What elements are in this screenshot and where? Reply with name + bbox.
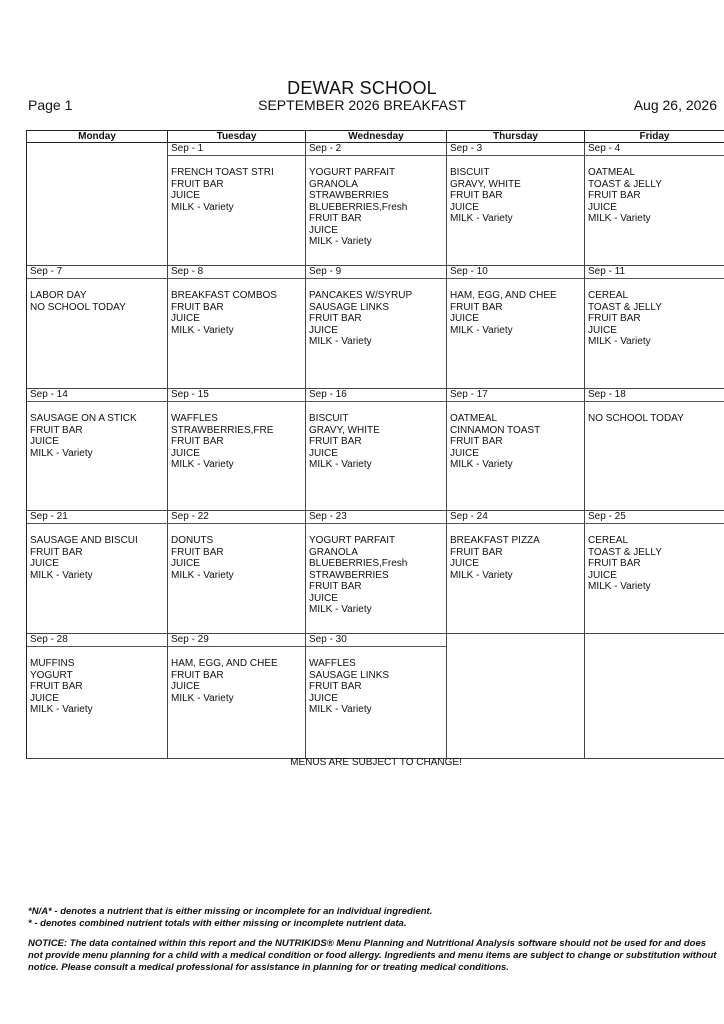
- menu-item: FRUIT BAR: [171, 178, 224, 190]
- menu-item: JUICE: [450, 558, 479, 569]
- day-cell: [168, 389, 306, 511]
- menu-item: JUICE: [30, 558, 59, 569]
- menu-items: [168, 279, 305, 336]
- menu-item: FRUIT BAR: [30, 546, 83, 558]
- menu-item: MILK - Variety: [30, 569, 93, 581]
- menu-item: TOAST & JELLY: [588, 178, 662, 190]
- menu-item: MILK - Variety: [450, 459, 513, 470]
- menu-items: [585, 524, 724, 593]
- menu-item: FRUIT BAR: [450, 546, 503, 558]
- menu-item: MILK - Variety: [309, 604, 372, 615]
- menu-items: [168, 524, 305, 581]
- menu-item: JUICE: [309, 592, 338, 604]
- day-cell: [447, 266, 585, 389]
- menu-item: NO SCHOOL TODAY: [30, 301, 126, 313]
- menu-items: [27, 143, 167, 154]
- day-header-wednesday: Wednesday: [306, 131, 447, 143]
- menu-items: [27, 524, 167, 581]
- menu-item: CEREAL: [588, 535, 629, 546]
- menu-calendar-grid: [26, 130, 724, 759]
- menu-item: STRAWBERRIES: [309, 569, 389, 581]
- cell-date: Sep - 28: [27, 634, 167, 647]
- menu-item: FRUIT BAR: [450, 436, 503, 447]
- day-header-monday: Monday: [27, 131, 168, 143]
- menu-item: FRUIT BAR: [588, 558, 641, 569]
- menu-item: JUICE: [450, 447, 479, 459]
- menu-items: [27, 402, 167, 459]
- menu-item: SAUSAGE AND BISCUI: [30, 535, 138, 546]
- menu-items: [306, 279, 446, 348]
- day-cell: [168, 266, 306, 389]
- day-cell: [27, 143, 168, 266]
- day-cell: [168, 143, 306, 266]
- menu-item: JUICE: [588, 324, 617, 336]
- menu-item: WAFFLES: [171, 413, 218, 424]
- menu-item: FRUIT BAR: [171, 546, 224, 558]
- menu-item: JUICE: [171, 558, 200, 569]
- cell-date: Sep - 3: [447, 143, 584, 156]
- menu-title: SEPTEMBER 2026 BREAKFAST: [258, 97, 466, 113]
- menu-item: DONUTS: [171, 535, 214, 546]
- menu-item: PANCAKES W/SYRUP: [309, 290, 413, 301]
- menu-item: FRENCH TOAST STRI: [171, 167, 274, 178]
- menu-item: FRUIT BAR: [309, 581, 362, 592]
- day-cell: [585, 266, 724, 389]
- menu-item: MILK - Variety: [171, 692, 234, 704]
- day-cell: [27, 389, 168, 511]
- day-cell: [447, 511, 585, 634]
- day-cell: [585, 511, 724, 634]
- menu-item: OATMEAL: [588, 167, 636, 178]
- day-cell: [306, 266, 447, 389]
- day-cell: [447, 634, 585, 759]
- menu-items: [447, 279, 584, 336]
- menu-items: [447, 402, 584, 471]
- menu-item: STRAWBERRIES: [309, 190, 389, 201]
- school-title: DEWAR SCHOOL: [287, 78, 437, 98]
- cell-date: Sep - 4: [585, 143, 724, 156]
- menu-items: [585, 156, 724, 225]
- menu-item: BISCUIT: [450, 167, 490, 178]
- menu-item: FRUIT BAR: [30, 681, 83, 692]
- cell-date: Sep - 23: [306, 511, 446, 524]
- menu-item: TOAST & JELLY: [588, 546, 662, 558]
- menu-item: FRUIT BAR: [588, 313, 641, 324]
- note-star: * - denotes combined nutrient totals with either missing or incomplete nutrient data.: [28, 918, 407, 929]
- menu-item: MILK - Variety: [30, 704, 93, 715]
- menu-item: FRUIT BAR: [309, 681, 362, 692]
- menu-item: MILK - Variety: [309, 236, 372, 247]
- menu-item: YOGURT PARFAIT: [309, 535, 396, 546]
- menu-item: YOGURT PARFAIT: [309, 167, 396, 178]
- day-cell: [168, 511, 306, 634]
- menu-items: [168, 402, 305, 471]
- legal-notice: NOTICE: The data contained within this report and the NUTRIKIDS® Menu Planning and Nutritional Analysis software should not be used for and does not provide menu planning for a child with a medical condition or food allergy. Ingredients and menu items are subject to change or substitution without notice. Please consult a medical professional for assistance in planning for or treating medical conditions.: [28, 938, 717, 973]
- menu-item: BREAKFAST PIZZA: [450, 535, 540, 546]
- day-cell: [447, 389, 585, 511]
- menu-item: MILK - Variety: [450, 213, 513, 224]
- day-cell: [168, 634, 306, 759]
- day-cell: [447, 143, 585, 266]
- day-header-thursday: Thursday: [447, 131, 585, 143]
- day-cell: [27, 266, 168, 389]
- menu-items: [306, 156, 446, 248]
- menu-item: FRUIT BAR: [171, 669, 224, 681]
- change-notice: MENUS ARE SUBJECT TO CHANGE!: [290, 757, 462, 768]
- menu-item: JUICE: [309, 692, 338, 704]
- day-cell: [306, 511, 447, 634]
- menu-items: [447, 634, 584, 645]
- menu-item: MILK - Variety: [450, 569, 513, 581]
- menu-item: MILK - Variety: [309, 704, 372, 715]
- menu-item: BREAKFAST COMBOS: [171, 290, 277, 301]
- menu-item: LABOR DAY: [30, 290, 87, 301]
- menu-item: TOAST & JELLY: [588, 301, 662, 313]
- cell-date: Sep - 14: [27, 389, 167, 402]
- page-number: Page 1: [28, 97, 73, 113]
- menu-items: [447, 524, 584, 581]
- menu-item: STRAWBERRIES,FRE: [171, 424, 274, 436]
- menu-items: [27, 279, 167, 313]
- menu-items: [585, 634, 724, 645]
- day-cell: [306, 389, 447, 511]
- note-na: *N/A* - denotes a nutrient that is either missing or incomplete for an individual ingredient.: [28, 906, 433, 917]
- cell-date: Sep - 8: [168, 266, 305, 279]
- menu-item: JUICE: [171, 681, 200, 692]
- cell-date: Sep - 24: [447, 511, 584, 524]
- menu-item: MILK - Variety: [30, 447, 93, 459]
- day-cell: [585, 143, 724, 266]
- menu-items: [168, 647, 305, 704]
- menu-item: JUICE: [309, 324, 338, 336]
- menu-item: GRANOLA: [309, 546, 358, 558]
- day-header-tuesday: Tuesday: [168, 131, 306, 143]
- menu-items: [306, 647, 446, 716]
- day-header-friday: Friday: [585, 131, 724, 143]
- day-cell: [585, 634, 724, 759]
- menu-item: FRUIT BAR: [588, 190, 641, 201]
- menu-item: HAM, EGG, AND CHEE: [450, 290, 557, 301]
- menu-item: MILK - Variety: [588, 336, 651, 347]
- menu-item: MILK - Variety: [309, 459, 372, 470]
- menu-item: MILK - Variety: [171, 459, 234, 470]
- menu-item: NO SCHOOL TODAY: [588, 413, 684, 424]
- menu-item: YOGURT: [30, 669, 73, 681]
- day-cell: [27, 634, 168, 759]
- menu-item: JUICE: [171, 190, 200, 201]
- menu-items: [306, 402, 446, 471]
- menu-item: CEREAL: [588, 290, 629, 301]
- menu-item: JUICE: [450, 201, 479, 213]
- cell-date: Sep - 15: [168, 389, 305, 402]
- menu-item: MILK - Variety: [588, 213, 651, 224]
- menu-item: JUICE: [588, 569, 617, 581]
- menu-item: MUFFINS: [30, 658, 75, 669]
- menu-item: FRUIT BAR: [450, 190, 503, 201]
- menu-item: GRANOLA: [309, 178, 358, 190]
- menu-item: FRUIT BAR: [309, 213, 362, 224]
- menu-item: FRUIT BAR: [309, 436, 362, 447]
- cell-date: Sep - 29: [168, 634, 305, 647]
- menu-item: MILK - Variety: [171, 569, 234, 581]
- cell-date: Sep - 18: [585, 389, 724, 402]
- menu-item: JUICE: [30, 436, 59, 447]
- menu-items: [168, 156, 305, 213]
- menu-item: SAUSAGE LINKS: [309, 669, 390, 681]
- menu-item: FRUIT BAR: [309, 313, 362, 324]
- menu-items: [585, 279, 724, 348]
- menu-item: GRAVY, WHITE: [450, 178, 521, 190]
- menu-item: SAUSAGE LINKS: [309, 301, 390, 313]
- menu-item: BISCUIT: [309, 413, 349, 424]
- menu-item: JUICE: [309, 224, 338, 236]
- cell-date: Sep - 9: [306, 266, 446, 279]
- cell-date: Sep - 11: [585, 266, 724, 279]
- cell-date: Sep - 17: [447, 389, 584, 402]
- menu-items: [447, 156, 584, 225]
- menu-item: MILK - Variety: [171, 201, 234, 213]
- day-cell: [27, 511, 168, 634]
- menu-item: BLUEBERRIES,Fresh: [309, 558, 408, 569]
- menu-item: FRUIT BAR: [450, 301, 503, 313]
- cell-date: Sep - 16: [306, 389, 446, 402]
- menu-item: JUICE: [30, 692, 59, 704]
- report-date: Aug 26, 2026: [633, 97, 717, 113]
- menu-item: CINNAMON TOAST: [450, 424, 541, 436]
- menu-item: BLUEBERRIES,Fresh: [309, 201, 408, 213]
- cell-date: Sep - 21: [27, 511, 167, 524]
- cell-date: Sep - 10: [447, 266, 584, 279]
- menu-item: JUICE: [588, 201, 617, 213]
- day-cell: [585, 389, 724, 511]
- menu-item: OATMEAL: [450, 413, 498, 424]
- day-cell: [306, 143, 447, 266]
- menu-item: JUICE: [309, 447, 338, 459]
- menu-item: HAM, EGG, AND CHEE: [171, 658, 278, 669]
- menu-items: [27, 647, 167, 716]
- day-cell: [306, 634, 447, 759]
- cell-date: Sep - 2: [306, 143, 446, 156]
- menu-item: MILK - Variety: [450, 324, 513, 336]
- cell-date: Sep - 7: [27, 266, 167, 279]
- menu-item: JUICE: [450, 313, 479, 324]
- cell-date: Sep - 1: [168, 143, 305, 156]
- menu-item: SAUSAGE ON A STICK: [30, 413, 137, 424]
- menu-item: GRAVY, WHITE: [309, 424, 380, 436]
- menu-item: MILK - Variety: [309, 336, 372, 347]
- cell-date: Sep - 25: [585, 511, 724, 524]
- menu-item: MILK - Variety: [171, 324, 234, 336]
- menu-item: FRUIT BAR: [171, 301, 224, 313]
- menu-item: WAFFLES: [309, 658, 356, 669]
- menu-item: JUICE: [171, 447, 200, 459]
- cell-date: Sep - 22: [168, 511, 305, 524]
- menu-items: [585, 402, 724, 425]
- menu-items: [306, 524, 446, 616]
- menu-item: JUICE: [171, 313, 200, 324]
- menu-item: FRUIT BAR: [30, 424, 83, 436]
- menu-item: MILK - Variety: [588, 581, 651, 592]
- menu-item: FRUIT BAR: [171, 436, 224, 447]
- cell-date: Sep - 30: [306, 634, 446, 647]
